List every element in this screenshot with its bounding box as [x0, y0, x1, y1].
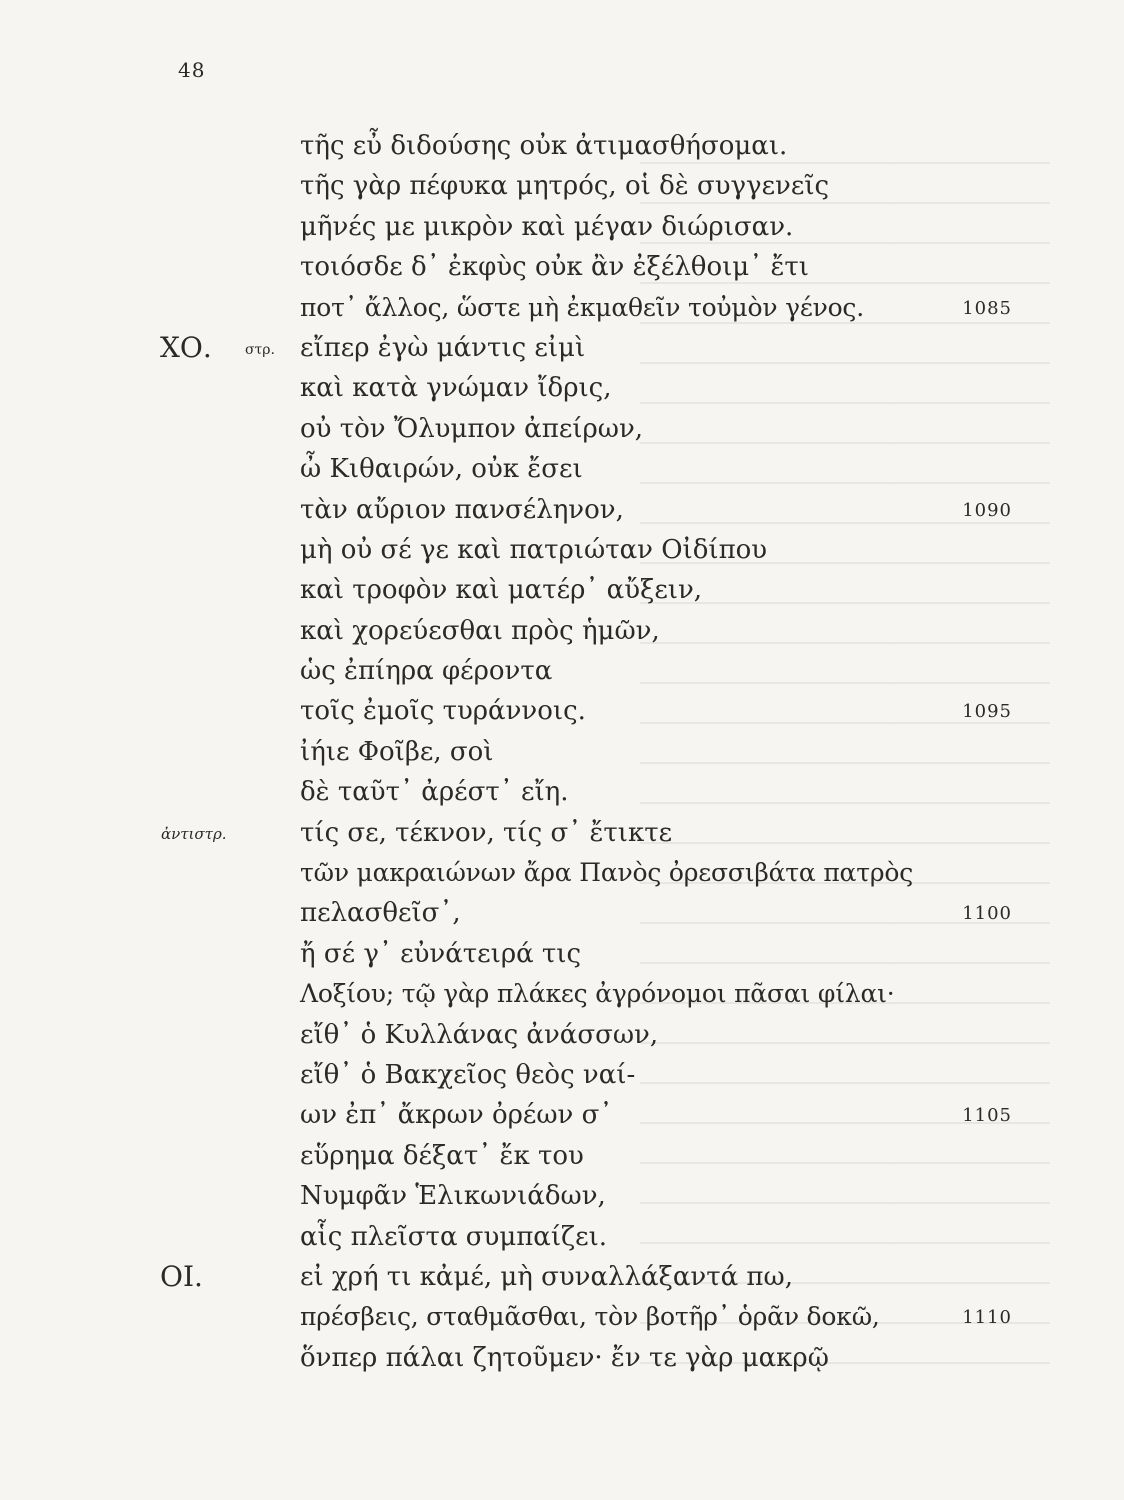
- line-text: εἴθ᾽ ὁ Κυλλάνας ἀνάσσων,: [300, 1019, 659, 1050]
- verse-line: [0, 615, 1124, 655]
- line-text: τοῖς ἐμοῖς τυράννοις.: [300, 696, 586, 727]
- verse-line: [0, 1342, 1124, 1382]
- line-text: τῶν μακραιώνων ἄρα Πανὸς ὀρεσσιβάτα πατρὸς: [300, 858, 914, 888]
- verse-line: [0, 857, 1124, 897]
- line-text: τῆς εὖ διδούσης οὐκ ἀτιμασθήσομαι.: [300, 131, 788, 161]
- verse-line: [0, 817, 1124, 857]
- verse-line: [0, 574, 1124, 614]
- verse-line: [0, 130, 1124, 170]
- page-number: 48: [178, 58, 206, 82]
- line-number: 1085: [962, 297, 1012, 319]
- line-text: ὦ Κιθαιρών, οὐκ ἔσει: [300, 454, 583, 485]
- verse-line: [0, 1059, 1124, 1099]
- verse-line: [0, 211, 1124, 251]
- line-text: τίς σε, τέκνον, τίς σ᾽ ἔτικτε: [300, 817, 673, 848]
- line-text: εἰ χρή τι κἀμέ, μὴ συναλλάξαντά πω,: [300, 1261, 793, 1292]
- line-text: αἷς πλεῖστα συμπαίζει.: [300, 1221, 608, 1252]
- verse-line: [0, 897, 1124, 937]
- line-number: 1095: [962, 701, 1012, 723]
- verse-line: [0, 251, 1124, 291]
- verse-line: [0, 978, 1124, 1018]
- line-text: οὐ τὸν Ὄλυμπον ἀπείρων,: [300, 413, 644, 444]
- verse-line: [0, 292, 1124, 332]
- verse-line: [0, 1301, 1124, 1341]
- strophe-label: ἀντιστρ.: [161, 824, 227, 843]
- line-text: πελασθεῖσ᾽,: [300, 898, 461, 929]
- verse-line: [0, 413, 1124, 453]
- line-text: ἤ σέ γ᾽ εὐνάτειρά τις: [300, 938, 582, 969]
- verse-line: [0, 1221, 1124, 1261]
- line-text: καὶ κατὰ γνώμαν ἴδρις,: [300, 373, 612, 404]
- speaker-label: ΧΟ.: [160, 330, 212, 364]
- verse-line: [0, 332, 1124, 372]
- verse-line: [0, 776, 1124, 816]
- verse-line: [0, 170, 1124, 210]
- line-text: ἰήιε Φοῖβε, σοὶ: [300, 736, 494, 767]
- line-text: Νυμφᾶν Ἑλικωνιάδων,: [300, 1181, 606, 1212]
- line-text: ὡς ἐπίηρα φέροντα: [300, 656, 553, 687]
- line-text: ὅνπερ πάλαι ζητοῦμεν· ἔν τε γὰρ μακρῷ: [300, 1342, 829, 1373]
- line-text: καὶ χορεύεσθαι πρὸς ἡμῶν,: [300, 615, 660, 646]
- line-text: πρέσβεις, σταθμᾶσθαι, τὸν βοτῆρ᾽ ὁρᾶν δοκῶ,: [300, 1302, 880, 1332]
- verse-line: [0, 736, 1124, 776]
- line-text: μῆνές με μικρὸν καὶ μέγαν διώρισαν.: [300, 211, 794, 242]
- verse-line: [0, 534, 1124, 574]
- verse-line: [0, 1019, 1124, 1059]
- line-text: καὶ τροφὸν καὶ ματέρ᾽ αὔξειν,: [300, 575, 703, 606]
- line-text: δὲ ταῦτ᾽ ἀρέστ᾽ εἴη.: [300, 777, 569, 808]
- verse-line: [0, 1261, 1124, 1301]
- line-text: ποτ᾽ ἄλλος, ὥστε μὴ ἐκμαθεῖν τοὐμὸν γένος.: [300, 292, 864, 322]
- verse-line: [0, 1180, 1124, 1220]
- line-number: 1105: [962, 1105, 1012, 1127]
- verse-line: [0, 1140, 1124, 1180]
- verse-line: [0, 655, 1124, 695]
- line-text: ων ἐπ᾽ ἄκρων ὀρέων σ᾽: [300, 1100, 613, 1131]
- line-text: Λοξίου; τῷ γὰρ πλάκες ἀγρόνομοι πᾶσαι φίλαι·: [300, 979, 895, 1009]
- strophe-label: στρ.: [245, 341, 275, 358]
- verse-line: [0, 494, 1124, 534]
- line-number: 1090: [962, 499, 1012, 521]
- line-text: μὴ οὐ σέ γε καὶ πατριώταν Οἰδίπου: [300, 534, 768, 565]
- verse-line: [0, 372, 1124, 412]
- line-text: τῆς γὰρ πέφυκα μητρός, οἱ δὲ συγγενεῖς: [300, 171, 830, 202]
- verse-line: [0, 695, 1124, 735]
- verse-line: [0, 938, 1124, 978]
- line-number: 1110: [962, 1307, 1012, 1329]
- speaker-label: ΟΙ.: [160, 1259, 203, 1293]
- verse-block: [0, 130, 1124, 1382]
- line-text: εὕρημα δέξατ᾽ ἔκ του: [300, 1140, 584, 1171]
- line-number: 1100: [962, 903, 1012, 925]
- line-text: τοιόσδε δ᾽ ἐκφὺς οὐκ ἂν ἐξέλθοιμ᾽ ἔτι: [300, 252, 809, 283]
- line-text: εἴθ᾽ ὁ Βακχεῖος θεὸς ναί-: [300, 1059, 636, 1090]
- line-text: τὰν αὔριον πανσέληνον,: [300, 494, 624, 525]
- line-text: εἴπερ ἐγὼ μάντις εἰμὶ: [300, 332, 586, 363]
- verse-line: [0, 453, 1124, 493]
- verse-line: [0, 1099, 1124, 1139]
